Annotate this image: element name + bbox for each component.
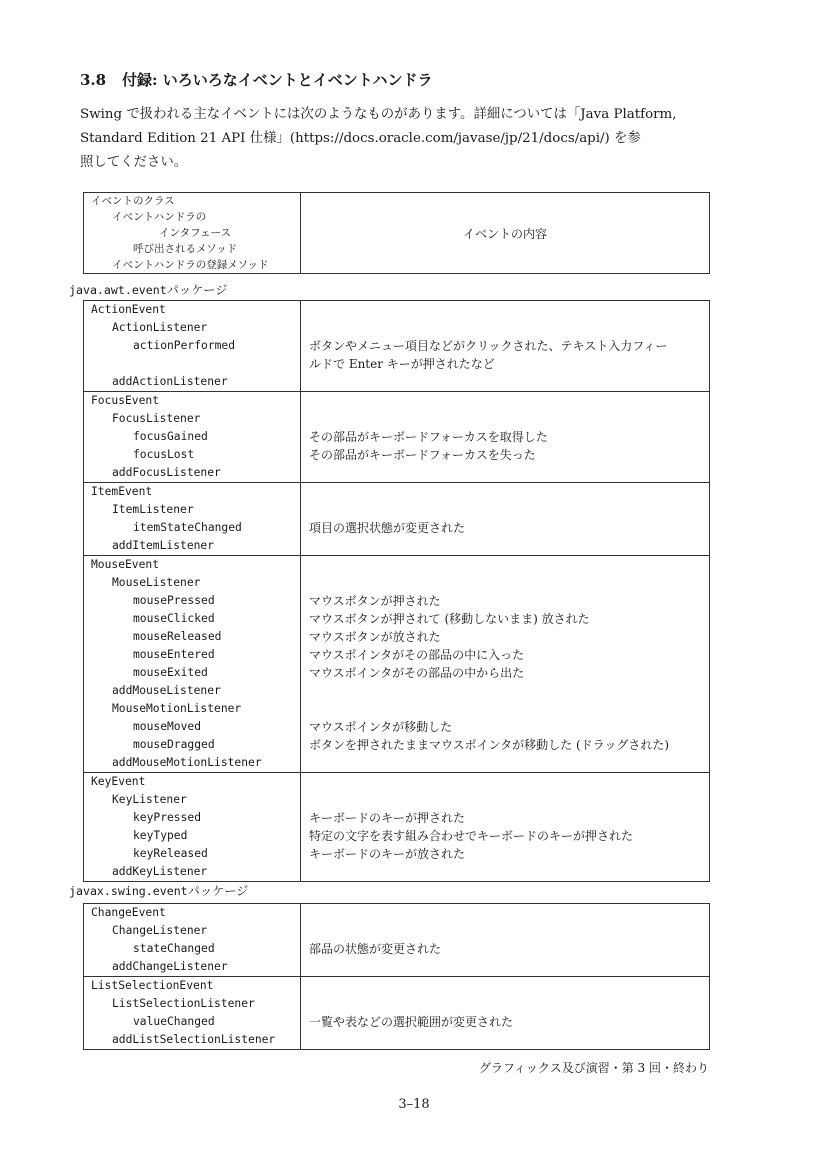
event-class-name: ChangeEvent: [91, 906, 166, 919]
event-description-line: マウスボタンが押されて (移動しないまま) 放された: [309, 612, 590, 626]
handler-method: [84, 355, 300, 373]
handler-method: actionPerformed: [133, 339, 236, 352]
event-group-row: [84, 773, 710, 882]
event-group-row: [84, 977, 710, 1050]
event-description-line: [301, 574, 709, 592]
event-group-row: [84, 301, 710, 392]
handler-method: keyTyped: [133, 829, 188, 842]
event-description-line: マウスボタンが放された: [309, 630, 441, 644]
event-group-row: [84, 904, 710, 977]
intro-line: 照してください。: [80, 155, 188, 170]
event-description-cell: [301, 301, 710, 392]
event-description-line: マウスポインタがその部品の中から出た: [309, 666, 525, 680]
event-description-line: [301, 483, 709, 501]
handler-method: focusLost: [133, 448, 195, 461]
event-api-cell: [84, 392, 301, 483]
handler-method: mousePressed: [133, 594, 215, 607]
intro-line: Standard Edition 21 API 仕様」(https://docs.oracle.com/javase/jp/21/docs/api/) を参: [80, 131, 641, 146]
event-description-line: [301, 700, 709, 718]
event-api-cell: [84, 904, 301, 977]
event-description-line: [301, 682, 709, 700]
event-class-name: ListSelectionEvent: [91, 979, 214, 992]
event-group-row: [84, 556, 710, 773]
event-description-line: マウスポインタがその部品の中に入った: [309, 648, 525, 662]
event-description-line: [301, 977, 709, 995]
event-description-line: [301, 556, 709, 574]
event-description-line: [301, 863, 709, 881]
event-class-name: MouseEvent: [91, 558, 160, 571]
event-description-cell: [301, 483, 710, 556]
header-line: インタフェース: [159, 227, 232, 239]
event-description-cell: [301, 904, 710, 977]
footer-note: グラフィックス及び演習・第 3 回・終わり: [478, 1061, 709, 1075]
event-description-cell: [301, 773, 710, 882]
header-line: 呼び出されるメソッド: [133, 243, 238, 255]
event-api-cell: [84, 483, 301, 556]
handler-method: mouseMoved: [133, 720, 202, 733]
event-description-line: [301, 319, 709, 337]
listener-or-register-method: KeyListener: [112, 793, 187, 806]
package-suffix: パッケージ: [166, 283, 228, 297]
event-description-line: キーボードのキーが押された: [309, 811, 466, 825]
event-description-cell: [301, 556, 710, 773]
event-description-line: ボタンやメニュー項目などがクリックされた、テキスト入力フィー: [309, 339, 668, 353]
package-suffix: パッケージ: [187, 884, 249, 898]
listener-or-register-method: MouseMotionListener: [112, 702, 242, 715]
event-class-name: ItemEvent: [91, 485, 153, 498]
event-table-swing: [83, 903, 710, 1050]
event-description-line: [301, 904, 709, 922]
event-description-line: [301, 392, 709, 410]
event-description-line: その部品がキーボードフォーカスを失った: [309, 448, 536, 462]
event-api-cell: [84, 301, 301, 392]
event-description-line: 項目の選択状態が変更された: [309, 521, 466, 535]
event-api-cell: [84, 977, 301, 1050]
listener-or-register-method: addKeyListener: [112, 865, 208, 878]
listener-or-register-method: addItemListener: [112, 539, 215, 552]
handler-method: focusGained: [133, 430, 208, 443]
event-class-name: KeyEvent: [91, 775, 146, 788]
event-description-line: [301, 537, 709, 555]
event-description-line: マウスボタンが押された: [309, 594, 441, 608]
handler-method: mouseClicked: [133, 612, 215, 625]
event-description-line: 部品の状態が変更された: [309, 942, 442, 956]
page-number: 3–18: [398, 1097, 430, 1112]
event-description-line: [301, 410, 709, 428]
intro-paragraph: [80, 103, 712, 175]
section-heading: 付録: いろいろなイベントとイベントハンドラ: [122, 71, 433, 89]
handler-method: itemStateChanged: [133, 521, 242, 534]
handler-method: keyPressed: [133, 811, 202, 824]
event-description-line: ルドで Enter キーが押されたなど: [309, 357, 495, 371]
event-table-awt: [83, 300, 710, 882]
event-description-line: [301, 1031, 709, 1049]
handler-method: valueChanged: [133, 1015, 215, 1028]
listener-or-register-method: ChangeListener: [112, 924, 208, 937]
event-description-line: 一覧や表などの選択範囲が変更された: [309, 1015, 514, 1029]
event-description-line: [301, 501, 709, 519]
package-name: javax.swing.event: [69, 884, 188, 898]
event-description-line: ボタンを押されたままマウスポインタが移動した (ドラッグされた): [309, 738, 670, 752]
event-api-cell: [84, 556, 301, 773]
event-description-cell: [301, 977, 710, 1050]
listener-or-register-method: ListSelectionListener: [112, 997, 255, 1010]
listener-or-register-method: addActionListener: [112, 375, 228, 388]
header-line: イベントハンドラの登録メソッド: [112, 259, 269, 271]
event-group-row: [84, 392, 710, 483]
handler-method: mouseExited: [133, 666, 208, 679]
event-group-row: [84, 483, 710, 556]
listener-or-register-method: ItemListener: [112, 503, 194, 516]
event-description-line: [301, 464, 709, 482]
event-description-line: その部品がキーボードフォーカスを取得した: [309, 430, 548, 444]
event-description-line: [301, 791, 709, 809]
header-line: イベントハンドラの: [112, 211, 207, 223]
listener-or-register-method: ActionListener: [112, 321, 208, 334]
event-class-name: FocusEvent: [91, 394, 160, 407]
listener-or-register-method: MouseListener: [112, 576, 201, 589]
event-class-name: ActionEvent: [91, 303, 166, 316]
handler-method: stateChanged: [133, 942, 215, 955]
event-description-line: [301, 373, 709, 391]
event-description-line: [301, 301, 709, 319]
event-description-line: マウスポインタが移動した: [309, 720, 453, 734]
event-description-line: 特定の文字を表す組み合わせでキーボードのキーが押された: [309, 829, 634, 843]
header-line: イベントのクラス: [91, 195, 175, 207]
event-description-line: キーボードのキーが放された: [309, 847, 466, 861]
event-description-line: [301, 922, 709, 940]
section-number: 3.8: [80, 71, 107, 89]
event-description-line: [301, 958, 709, 976]
header-table: [83, 192, 710, 274]
listener-or-register-method: addMouseListener: [112, 684, 221, 697]
event-description-line: [301, 773, 709, 791]
handler-method: mouseEntered: [133, 648, 215, 661]
handler-method: mouseDragged: [133, 738, 215, 751]
listener-or-register-method: addMouseMotionListener: [112, 756, 262, 769]
event-description-line: [301, 995, 709, 1013]
event-description-line: [301, 754, 709, 772]
intro-line: Swing で扱われる主なイベントには次のようなものがあります。詳細については「Java Platform,: [80, 107, 677, 122]
package-label: [69, 281, 227, 298]
event-api-cell: [84, 773, 301, 882]
listener-or-register-method: addChangeListener: [112, 960, 228, 973]
listener-or-register-method: FocusListener: [112, 412, 201, 425]
package-label: [69, 882, 248, 899]
handler-method: mouseReleased: [133, 630, 222, 643]
handler-method: keyReleased: [133, 847, 208, 860]
listener-or-register-method: addFocusListener: [112, 466, 221, 479]
header-right-cell: イベントの内容: [301, 193, 710, 274]
header-left-cell: [84, 193, 301, 274]
listener-or-register-method: addListSelectionListener: [112, 1033, 276, 1046]
event-description-cell: [301, 392, 710, 483]
package-name: java.awt.event: [69, 283, 167, 297]
section-title: [80, 69, 432, 90]
